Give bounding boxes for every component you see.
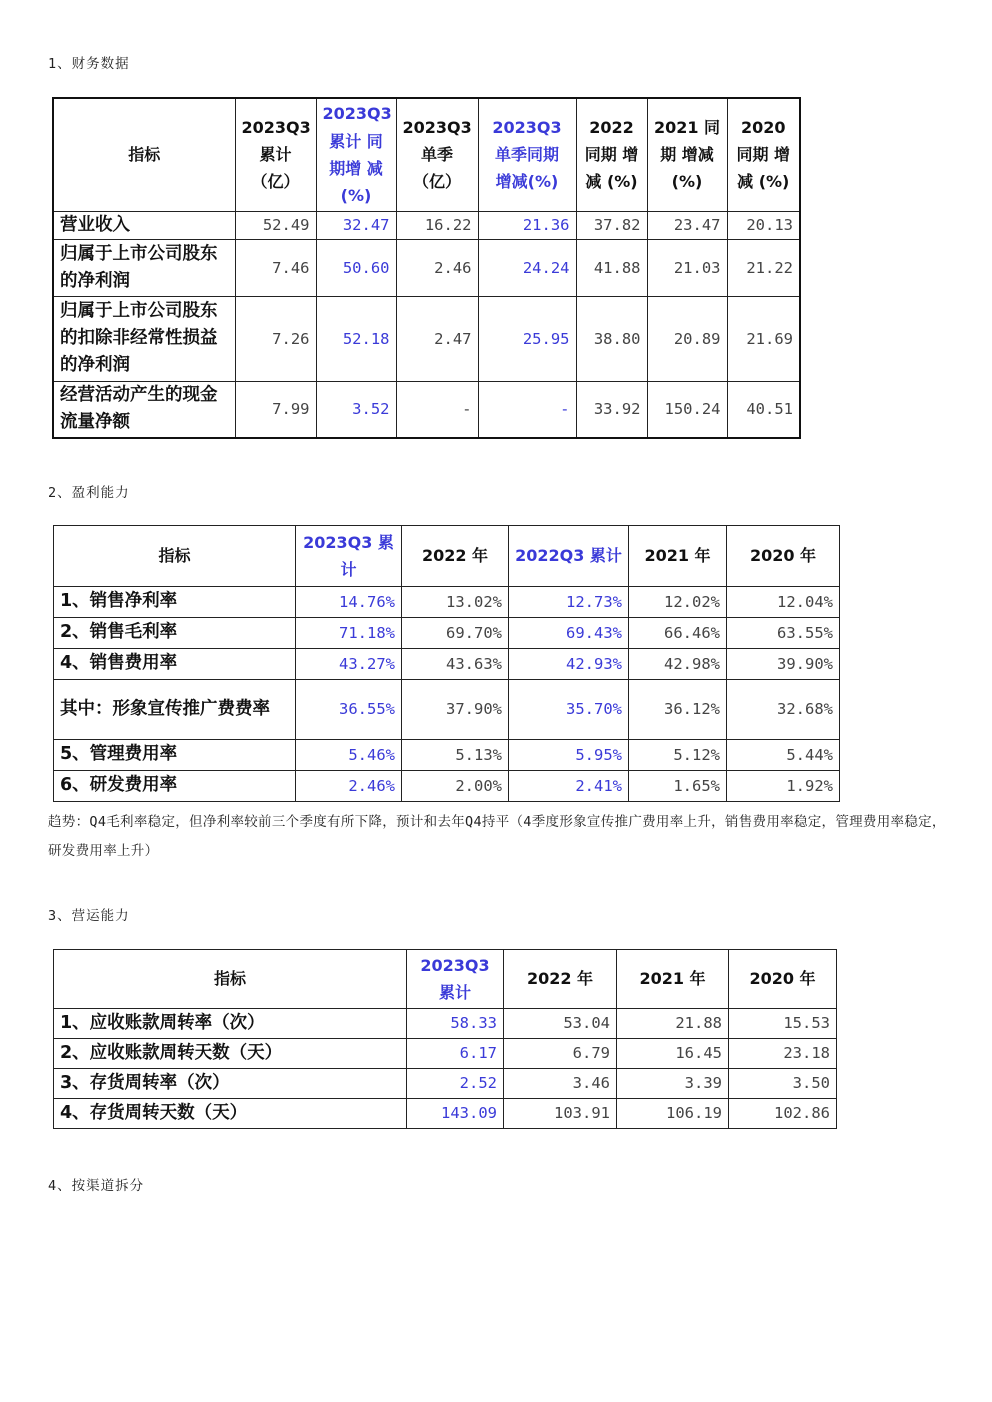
cell: 23.18: [729, 1039, 837, 1069]
cell: 12.04%: [727, 587, 840, 618]
cell: 40.51: [727, 381, 800, 438]
cell: 36.55%: [296, 680, 402, 740]
cell: 38.80: [576, 296, 647, 381]
cell: 53.04: [504, 1009, 617, 1039]
cell: 6.79: [504, 1039, 617, 1069]
table-row: [54, 1069, 837, 1099]
row-label: 其中：形象宣传推广费费率: [54, 680, 296, 740]
section-4-title: 4、按渠道拆分: [48, 1178, 145, 1194]
cell: 23.47: [647, 211, 727, 239]
cell: 103.91: [504, 1099, 617, 1129]
cell: 20.89: [647, 296, 727, 381]
row-label: 归属于上市公司股东的扣除非经常性损益的净利润: [53, 296, 235, 381]
table-row: [53, 211, 800, 239]
row-label: 6、研发费用率: [54, 771, 296, 802]
cell: 7.99: [235, 381, 316, 438]
table-row: [54, 618, 840, 649]
header-col: 2021 年: [617, 950, 729, 1009]
cell: 35.70%: [509, 680, 629, 740]
cell: 21.22: [727, 239, 800, 296]
row-label: 1、应收账款周转率（次）: [54, 1009, 407, 1039]
header-col: 2020 同期 增减 (%): [727, 98, 800, 211]
cell: 106.19: [617, 1099, 729, 1129]
cell: 37.90%: [402, 680, 509, 740]
header-col: 2023Q3 累计 （亿）: [235, 98, 316, 211]
cell: 150.24: [647, 381, 727, 438]
cell: 12.73%: [509, 587, 629, 618]
cell: 16.22: [396, 211, 478, 239]
cell: 5.13%: [402, 740, 509, 771]
row-label: 2、应收账款周转天数（天）: [54, 1039, 407, 1069]
header-col: 2022 年: [402, 526, 509, 587]
cell: 25.95: [478, 296, 576, 381]
cell: 15.53: [729, 1009, 837, 1039]
cell: 143.09: [407, 1099, 504, 1129]
header-col: 2023Q3 单季 （亿）: [396, 98, 478, 211]
section-3-title: 3、营运能力: [48, 908, 130, 924]
profitability-table: [53, 525, 840, 802]
cell: 102.86: [729, 1099, 837, 1129]
table-row: [53, 296, 800, 381]
cell: 6.17: [407, 1039, 504, 1069]
table-row: [54, 740, 840, 771]
cell: 21.69: [727, 296, 800, 381]
cell: 2.46%: [296, 771, 402, 802]
cell: 33.92: [576, 381, 647, 438]
cell: 2.52: [407, 1069, 504, 1099]
row-label: 1、销售净利率: [54, 587, 296, 618]
table-header-row: [53, 98, 800, 211]
cell: 12.02%: [629, 587, 727, 618]
cell: 7.26: [235, 296, 316, 381]
cell: 13.02%: [402, 587, 509, 618]
header-indicator: 指标: [54, 526, 296, 587]
row-label: 经营活动产生的现金流量净额: [53, 381, 235, 438]
header-col: 2020 年: [727, 526, 840, 587]
header-col: 2023Q3 累 计: [296, 526, 402, 587]
header-col: 2023Q3 累计: [407, 950, 504, 1009]
cell: 32.68%: [727, 680, 840, 740]
cell: -: [478, 381, 576, 438]
header-col: 2022 年: [504, 950, 617, 1009]
cell: 2.46: [396, 239, 478, 296]
row-label: 4、销售费用率: [54, 649, 296, 680]
row-label: 归属于上市公司股东的净利润: [53, 239, 235, 296]
cell: 58.33: [407, 1009, 504, 1039]
row-label: 营业收入: [53, 211, 235, 239]
header-col: 2020 年: [729, 950, 837, 1009]
cell: 32.47: [316, 211, 396, 239]
cell: 5.95%: [509, 740, 629, 771]
table-header-row: [54, 526, 840, 587]
cell: 5.12%: [629, 740, 727, 771]
cell: 21.03: [647, 239, 727, 296]
cell: 69.70%: [402, 618, 509, 649]
cell: 2.47: [396, 296, 478, 381]
cell: 43.63%: [402, 649, 509, 680]
cell: 21.88: [617, 1009, 729, 1039]
cell: 1.65%: [629, 771, 727, 802]
section-2-title: 2、盈利能力: [48, 485, 130, 501]
header-col: 2021 同 期 增减 (%): [647, 98, 727, 211]
cell: 3.39: [617, 1069, 729, 1099]
table-row: [54, 1099, 837, 1129]
cell: 3.52: [316, 381, 396, 438]
cell: 2.00%: [402, 771, 509, 802]
cell: 39.90%: [727, 649, 840, 680]
cell: 36.12%: [629, 680, 727, 740]
cell: 41.88: [576, 239, 647, 296]
cell: 42.93%: [509, 649, 629, 680]
header-col: 2022Q3 累计: [509, 526, 629, 587]
cell: -: [396, 381, 478, 438]
header-indicator: 指标: [54, 950, 407, 1009]
row-label: 3、存货周转率（次）: [54, 1069, 407, 1099]
cell: 5.46%: [296, 740, 402, 771]
cell: 24.24: [478, 239, 576, 296]
cell: 52.49: [235, 211, 316, 239]
header-col: 2023Q3 累计 同期增 减(%): [316, 98, 396, 211]
table-row: [54, 1009, 837, 1039]
cell: 3.46: [504, 1069, 617, 1099]
row-label: 5、管理费用率: [54, 740, 296, 771]
row-label: 4、存货周转天数（天）: [54, 1099, 407, 1129]
header-col: 2022 同期 增减 (%): [576, 98, 647, 211]
section-1-title: 1、财务数据: [48, 56, 130, 72]
cell: 71.18%: [296, 618, 402, 649]
header-col: 2021 年: [629, 526, 727, 587]
cell: 37.82: [576, 211, 647, 239]
cell: 7.46: [235, 239, 316, 296]
cell: 5.44%: [727, 740, 840, 771]
table-row: [54, 587, 840, 618]
cell: 2.41%: [509, 771, 629, 802]
cell: 63.55%: [727, 618, 840, 649]
cell: 16.45: [617, 1039, 729, 1069]
cell: 20.13: [727, 211, 800, 239]
financial-data-table: [52, 97, 801, 439]
table-row: [54, 680, 840, 740]
cell: 14.76%: [296, 587, 402, 618]
table-row: [54, 1039, 837, 1069]
table-row: [53, 381, 800, 438]
cell: 69.43%: [509, 618, 629, 649]
header-indicator: 指标: [53, 98, 235, 211]
cell: 43.27%: [296, 649, 402, 680]
trend-note: 趋势：Q4毛利率稳定，但净利率较前三个季度有所下降，预计和去年Q4持平（4季度形象宣传推广费用率上升，销售费用率稳定，管理费用率稳定，研发费用率上升）: [48, 814, 946, 859]
cell: 3.50: [729, 1069, 837, 1099]
operating-capacity-table: [53, 949, 837, 1129]
cell: 66.46%: [629, 618, 727, 649]
cell: 50.60: [316, 239, 396, 296]
row-label: 2、销售毛利率: [54, 618, 296, 649]
table-row: [54, 771, 840, 802]
cell: 42.98%: [629, 649, 727, 680]
cell: 52.18: [316, 296, 396, 381]
cell: 21.36: [478, 211, 576, 239]
cell: 1.92%: [727, 771, 840, 802]
table-row: [53, 239, 800, 296]
header-col: 2023Q3 单季同期 增减(%): [478, 98, 576, 211]
table-header-row: [54, 950, 837, 1009]
table-row: [54, 649, 840, 680]
